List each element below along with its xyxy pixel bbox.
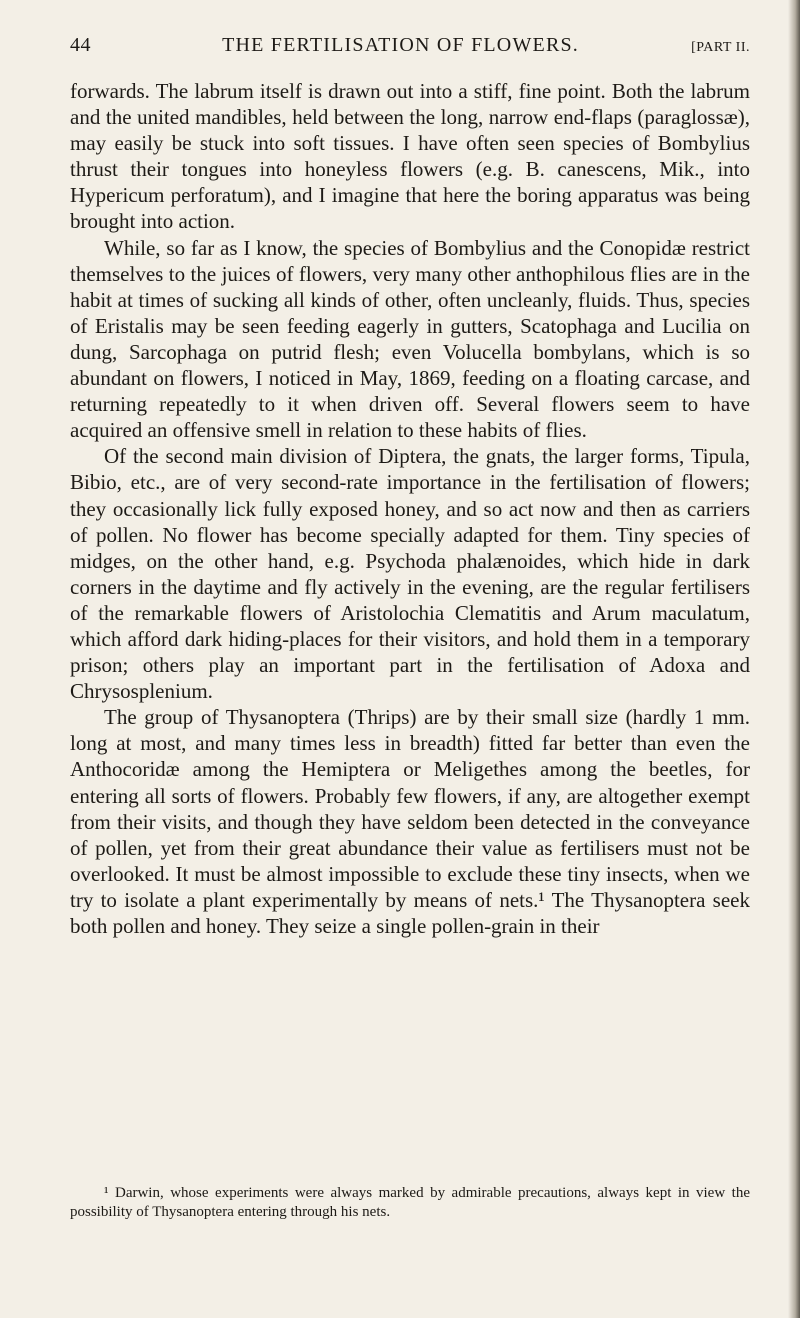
paragraph-2: While, so far as I know, the species of Bombylius and the Conopidæ restrict themselves to the juices of flowers, very many other anthophilous flies are in the habit at times of sucking all kinds of other, often uncleanly, fluids. Thus, species of Eristalis may be seen feeding eagerly in gutters, Scatophaga and Lucilia on dung, Sarcophaga on putrid flesh; even Volucella bombylans, which is so abundant on flowers, I noticed in May, 1869, feeding on a floating carcase, and returning repeatedly to it when driven off. Several flowers seem to have acquired an offensive smell in relation to these habits of flies. [70, 235, 750, 443]
footnote [70, 1184, 750, 1222]
running-title: THE FERTILISATION OF FLOWERS. [222, 34, 580, 56]
page-binding-edge [788, 0, 800, 1318]
paragraph-4: The group of Thysanoptera (Thrips) are by their small size (hardly 1 mm. long at most, and many times less in breadth) fitted far better than even the Anthocoridæ among the Hemiptera or Meligethes among the beetles, for entering all sorts of flowers. Probably few flowers, if any, are altogether exempt from their visits, and though they have seldom been detected in the conveyance of pollen, yet from their great abundance their value as fertilisers must not be overlooked. It must be almost impossible to exclude these tiny insects, when we try to isolate a plant experimentally by means of nets.¹ The Thysanoptera seek both pollen and honey. They seize a single pollen-grain in their [70, 705, 750, 938]
body-text [70, 78, 750, 939]
part-label: [PART II. [691, 40, 750, 55]
paragraph-3: Of the second main division of Diptera, the gnats, the larger forms, Tipula, Bibio, etc., are of very second-rate importance in the fertilisation of flowers; they occasionally lick fully exposed honey, and so act now and then as carriers of pollen. No flower has become specially adapted for them. Tiny species of midges, on the other hand, e.g. Psychoda phalænoides, which hide in dark corners in the daytime and fly actively in the evening, are the regular fertilisers of the remarkable flowers of Aristolochia Clematitis and Arum maculatum, which afford dark hiding-places for their visitors, and hold them in a temporary prison; others play an important part in the fertilisation of Adoxa and Chrysosplenium. [70, 444, 750, 704]
page-number: 44 [70, 34, 91, 56]
paragraph-1: forwards. The labrum itself is drawn out into a stiff, fine point. Both the labrum and the united mandibles, held between the long, narrow end-flaps (paraglossæ), may easily be stuck into soft tissues. I have often seen species of Bombylius thrust their tongues into honeyless flowers (e.g. B. canescens, Mik., into Hypericum perforatum), and I imagine that here the boring apparatus was being brought into action. [70, 79, 750, 234]
footnote-text: ¹ Darwin, whose experiments were always marked by admirable precautions, always kept in view the possibility of Thysanoptera entering through his nets. [70, 1185, 750, 1220]
running-header [70, 34, 750, 57]
